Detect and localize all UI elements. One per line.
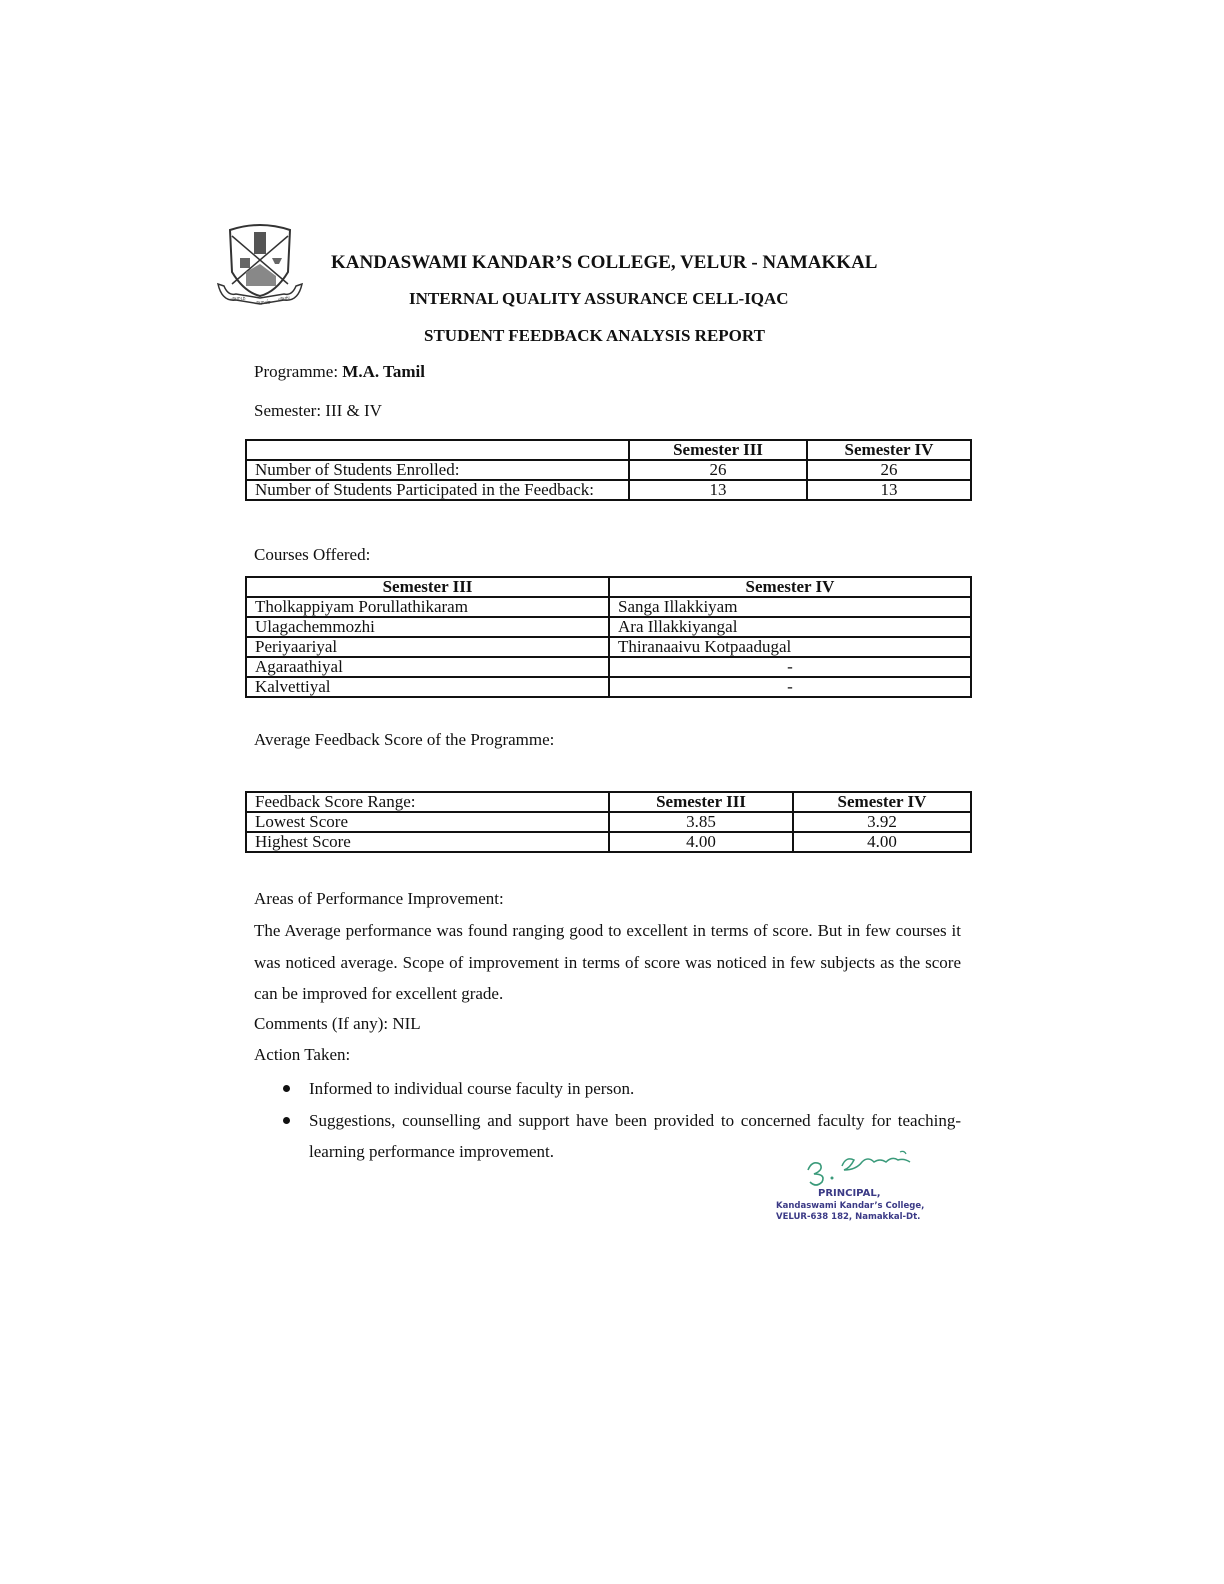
principal-signature-block — [770, 1148, 930, 1228]
semester-line — [254, 401, 382, 421]
svg-text:அறம்: அறம் — [230, 295, 246, 302]
signature-icon — [790, 1148, 920, 1188]
programme-label: Programme: — [254, 362, 343, 381]
table-header-sem4: Semester IV — [609, 577, 971, 597]
table-header-blank — [246, 440, 629, 460]
scores-table — [245, 791, 972, 853]
cell-sem4: 13 — [807, 480, 971, 500]
bullet-icon — [283, 1117, 290, 1124]
course-sem3: Ulagachemmozhi — [246, 617, 609, 637]
action-item-text: Suggestions, counselling and support have been provided to concerned faculty for teaching-learning performance improvement. — [309, 1110, 961, 1161]
action-item-text: Informed to individual course faculty in person. — [309, 1079, 635, 1098]
seal-line-1: Kandaswami Kandar’s College, — [776, 1201, 925, 1211]
improvement-text: The Average performance was found ranging good to excellent in terms of score. But in few courses it was noticed average. Scope of improvement in terms of score was noticed in few subjects as the score can be improved for excellent grade. — [254, 921, 961, 1003]
course-sem4: - — [609, 677, 971, 697]
svg-text:அறி: அறி — [278, 295, 290, 302]
cell-sem3: 3.85 — [609, 812, 793, 832]
cell-sem4: 26 — [807, 460, 971, 480]
row-label: Lowest Score — [246, 812, 609, 832]
course-sem4: Thiranaaivu Kotpaadugal — [609, 637, 971, 657]
courses-heading: Courses Offered: — [254, 545, 371, 564]
seal-line-2: VELUR-638 182, Namakkal-Dt. — [776, 1212, 921, 1222]
row-label: Highest Score — [246, 832, 609, 852]
courses-table — [245, 576, 972, 698]
bullet-icon — [283, 1085, 290, 1092]
table-header-sem3: Semester III — [246, 577, 609, 597]
row-label: Number of Students Participated in the Feedback: — [246, 480, 629, 500]
action-heading: Action Taken: — [254, 1045, 351, 1064]
semester-label: Semester: — [254, 401, 326, 420]
course-sem3: Agaraathiyal — [246, 657, 609, 677]
table-row — [246, 637, 971, 657]
svg-text:அறன்: அறன் — [254, 299, 271, 306]
course-sem3: Tholkappiyam Porullathikaram — [246, 597, 609, 617]
table-header-range: Feedback Score Range: — [246, 792, 609, 812]
table-row — [246, 812, 971, 832]
table-row — [246, 480, 971, 500]
college-name: KANDASWAMI KANDAR’S COLLEGE, VELUR - NAMAKKAL — [331, 252, 878, 273]
enrollment-table — [245, 439, 972, 501]
table-row — [246, 832, 971, 852]
improvement-heading: Areas of Performance Improvement: — [254, 889, 504, 908]
list-item — [280, 1073, 961, 1105]
row-label: Number of Students Enrolled: — [246, 460, 629, 480]
course-sem4: - — [609, 657, 971, 677]
table-header-sem3: Semester III — [629, 440, 807, 460]
course-sem4: Ara Illakkiyangal — [609, 617, 971, 637]
table-row — [246, 460, 971, 480]
course-sem3: Periyaariyal — [246, 637, 609, 657]
comments-line: Comments (If any): NIL — [254, 1014, 421, 1033]
programme-line — [254, 362, 425, 382]
table-row — [246, 677, 971, 697]
principal-title: PRINCIPAL, — [818, 1188, 881, 1199]
table-header-row — [246, 792, 971, 812]
table-header-sem4: Semester IV — [793, 792, 971, 812]
table-row — [246, 657, 971, 677]
programme-value: M.A. Tamil — [342, 362, 425, 381]
report-title: STUDENT FEEDBACK ANALYSIS REPORT — [424, 326, 765, 345]
cell-sem3: 26 — [629, 460, 807, 480]
table-header-row — [246, 577, 971, 597]
cell-name: INTERNAL QUALITY ASSURANCE CELL-IQAC — [409, 289, 789, 308]
cell-sem4: 4.00 — [793, 832, 971, 852]
cell-sem4: 3.92 — [793, 812, 971, 832]
cell-sem3: 4.00 — [609, 832, 793, 852]
table-header-sem4: Semester IV — [807, 440, 971, 460]
table-row — [246, 597, 971, 617]
table-row — [246, 617, 971, 637]
scores-heading: Average Feedback Score of the Programme: — [254, 730, 555, 749]
course-sem4: Sanga Illakkiyam — [609, 597, 971, 617]
course-sem3: Kalvettiyal — [246, 677, 609, 697]
cell-sem3: 13 — [629, 480, 807, 500]
table-header-row — [246, 440, 971, 460]
table-header-sem3: Semester III — [609, 792, 793, 812]
college-emblem-icon — [216, 222, 304, 312]
semester-value: III & IV — [325, 401, 382, 420]
